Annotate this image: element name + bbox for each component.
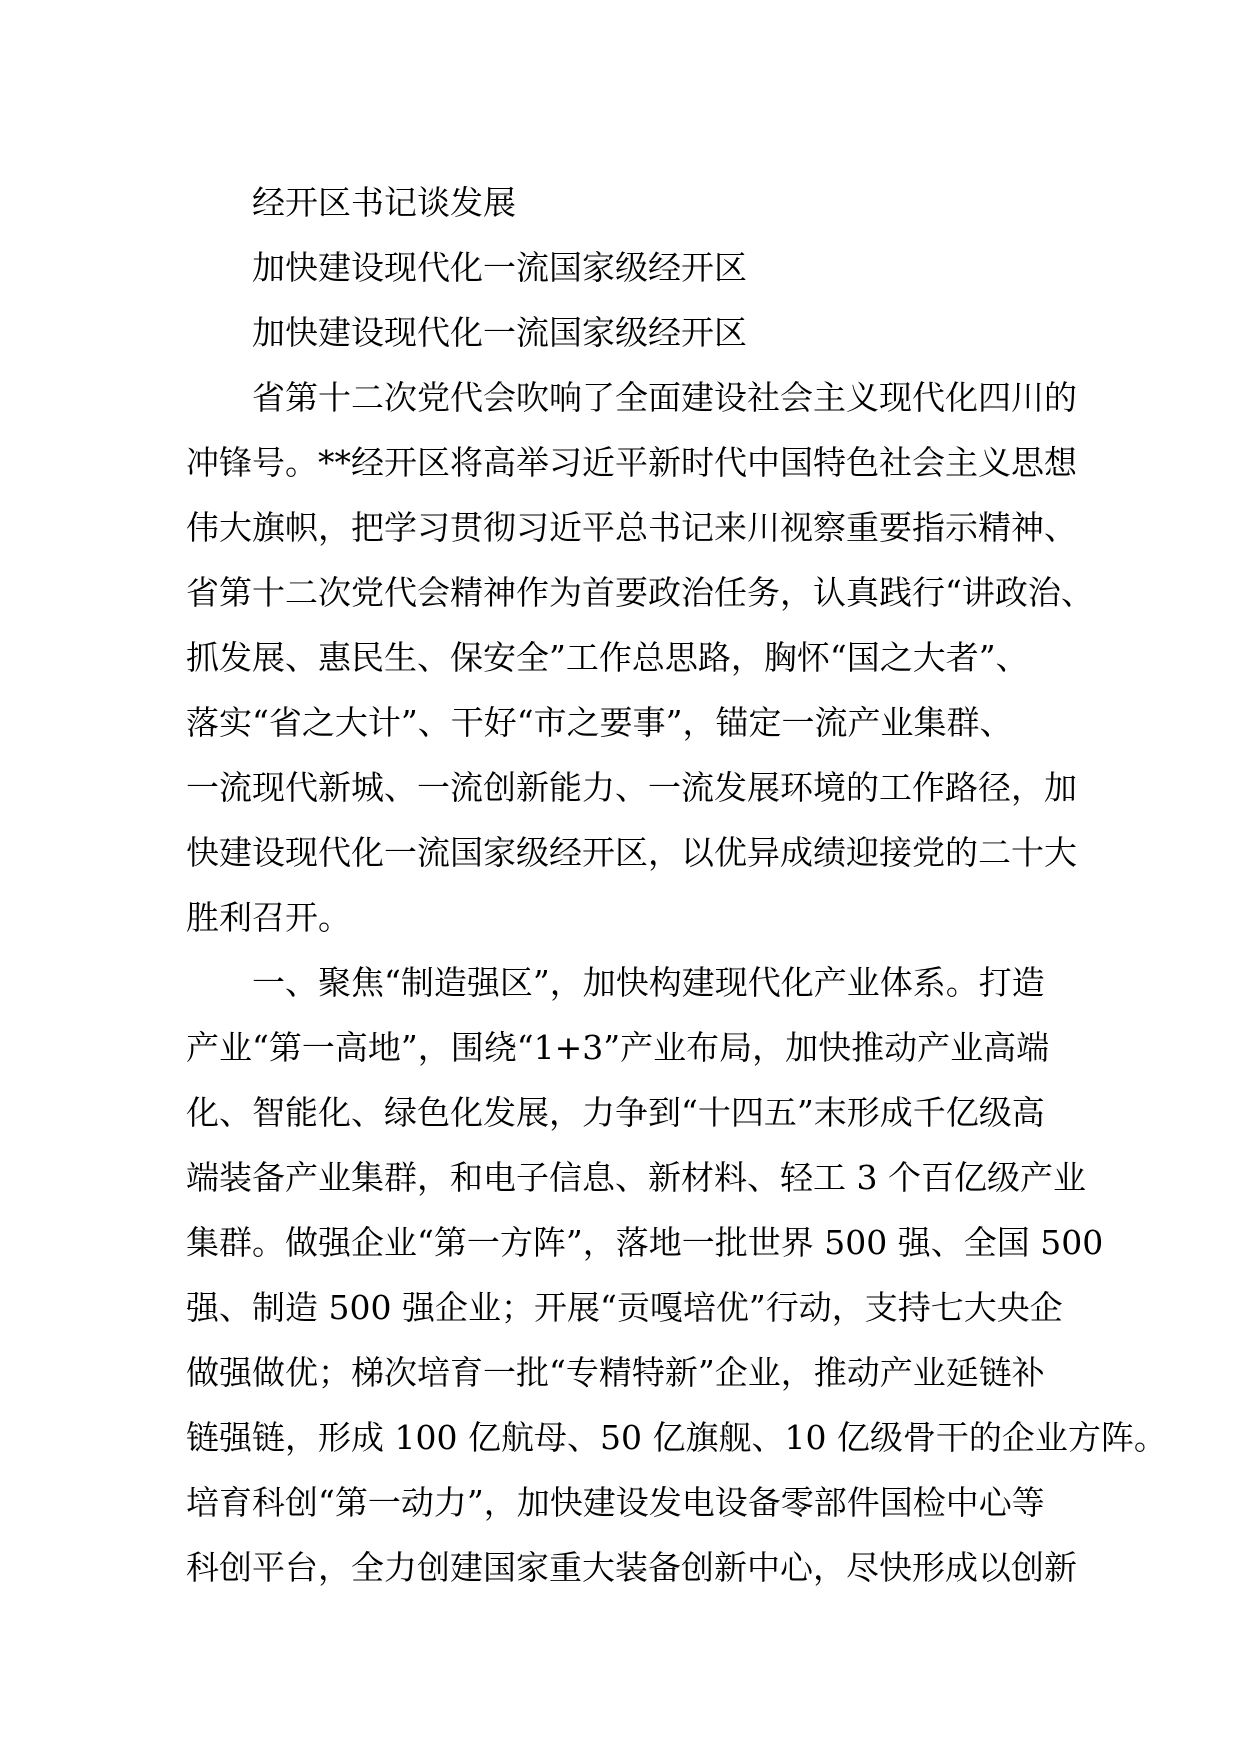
text-line: 产业“第一高地”，围绕“1+3”产业布局，加快推动产业高端 xyxy=(186,1028,1050,1067)
text-line: 落实“省之大计”、干好“市之要事”，锚定一流产业集群、 xyxy=(186,703,1013,742)
text-line: 培育科创“第一动力”，加快建设发电设备零部件国检中心等 xyxy=(186,1483,1045,1522)
text-line: 快建设现代化一流国家级经开区，以优异成绩迎接党的二十大 xyxy=(186,833,1077,872)
text-line: 集群。做强企业“第一方阵”，落地一批世界 500 强、全国 500 xyxy=(186,1223,1104,1262)
text-line: 一、聚焦“制造强区”，加快构建现代化产业体系。打造 xyxy=(186,963,1045,1002)
text-line: 省第十二次党代会吹响了全面建设社会主义现代化四川的 xyxy=(186,378,1077,417)
paragraph-intro xyxy=(186,365,1094,950)
heading-column-title: 经开区书记谈发展 xyxy=(252,183,516,222)
paragraph-section-one xyxy=(186,950,1167,1600)
text-line: 化、智能化、绿色化发展，力争到“十四五”末形成千亿级高 xyxy=(186,1093,1045,1132)
text-line: 强、制造 500 强企业；开展“贡嘎培优”行动，支持七大央企 xyxy=(186,1288,1063,1327)
text-line: 端装备产业集群，和电子信息、新材料、轻工 3 个百亿级产业 xyxy=(186,1158,1086,1197)
heading-article-title: 加快建设现代化一流国家级经开区 xyxy=(252,248,747,287)
document-body xyxy=(186,170,1167,1600)
text-line: 抓发展、惠民生、保安全”工作总思路，胸怀“国之大者”、 xyxy=(186,638,1029,677)
heading-article-title-repeat: 加快建设现代化一流国家级经开区 xyxy=(252,313,747,352)
text-line: 链强链，形成 100 亿航母、50 亿旗舰、10 亿级骨干的企业方阵。 xyxy=(186,1418,1167,1457)
text-line: 伟大旗帜，把学习贯彻习近平总书记来川视察重要指示精神、 xyxy=(186,508,1077,547)
text-line: 胜利召开。 xyxy=(186,898,351,937)
text-line: 省第十二次党代会精神作为首要政治任务，认真践行“讲政治、 xyxy=(186,573,1094,612)
text-line: 做强做优；梯次培育一批“专精特新”企业，推动产业延链补 xyxy=(186,1353,1045,1392)
text-line: 冲锋号。**经开区将高举习近平新时代中国特色社会主义思想 xyxy=(186,443,1077,482)
text-line: 一流现代新城、一流创新能力、一流发展环境的工作路径，加 xyxy=(186,768,1077,807)
text-line: 科创平台，全力创建国家重大装备创新中心，尽快形成以创新 xyxy=(186,1548,1077,1587)
